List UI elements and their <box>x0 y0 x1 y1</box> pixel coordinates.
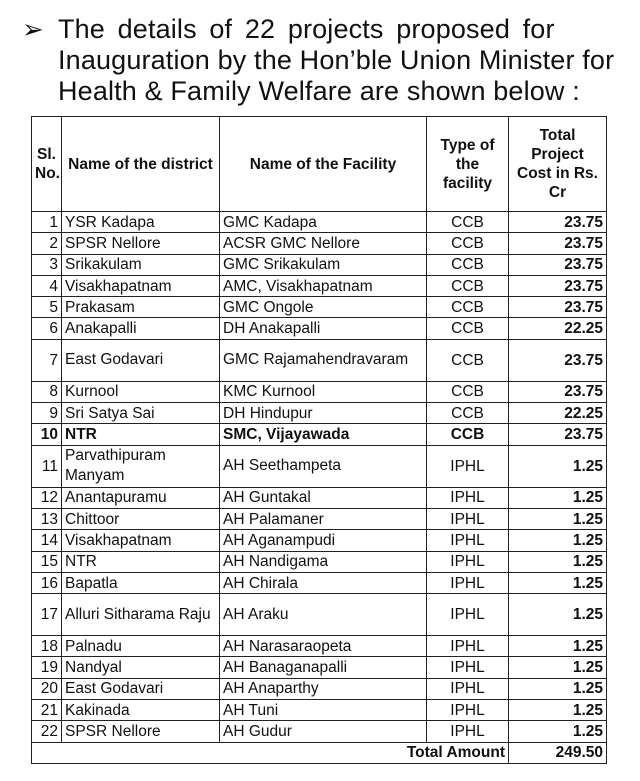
cell-facility: AH Narasaraopeta <box>220 636 427 657</box>
cell-type: CCB <box>427 297 509 318</box>
cell-sl-no: 5 <box>32 297 62 318</box>
cell-cost: 1.25 <box>509 721 607 742</box>
cell-sl-no: 7 <box>32 339 62 381</box>
heading-line-3: Health & Family Welfare are shown below : <box>58 76 580 106</box>
header-cost: Total Project Cost in Rs. Cr <box>509 117 607 212</box>
cell-sl-no: 10 <box>32 424 62 445</box>
cell-cost: 1.25 <box>509 445 607 487</box>
cell-sl-no: 17 <box>32 594 62 636</box>
cell-district: Nandyal <box>62 657 220 678</box>
cell-type: IPHL <box>427 678 509 699</box>
table-row <box>32 636 607 657</box>
cell-type: CCB <box>427 275 509 296</box>
cell-type: CCB <box>427 339 509 381</box>
cell-sl-no: 15 <box>32 551 62 572</box>
cell-cost: 23.75 <box>509 297 607 318</box>
header-facility: Name of the Facility <box>220 117 427 212</box>
cell-district: Anantapuramu <box>62 487 220 508</box>
cell-type: IPHL <box>427 700 509 721</box>
heading-line-1: The details of 22 projects proposed for <box>58 14 555 44</box>
cell-sl-no: 12 <box>32 487 62 508</box>
header-type: Type of the facility <box>427 117 509 212</box>
cell-sl-no: 20 <box>32 678 62 699</box>
cell-sl-no: 9 <box>32 403 62 424</box>
cell-district: Visakhapatnam <box>62 530 220 551</box>
cell-sl-no: 4 <box>32 275 62 296</box>
cell-facility: SMC, Vijayawada <box>220 424 427 445</box>
cell-facility: AH Nandigama <box>220 551 427 572</box>
cell-district: East Godavari <box>62 339 220 381</box>
cell-facility: AH Palamaner <box>220 508 427 529</box>
cell-cost: 23.75 <box>509 212 607 233</box>
cell-district: Sri Satya Sai <box>62 403 220 424</box>
header-district: Name of the district <box>62 117 220 212</box>
cell-type: CCB <box>427 381 509 402</box>
cell-cost: 1.25 <box>509 657 607 678</box>
cell-cost: 1.25 <box>509 678 607 699</box>
cell-facility: AH Chirala <box>220 572 427 593</box>
cell-district: NTR <box>62 551 220 572</box>
cell-sl-no: 18 <box>32 636 62 657</box>
cell-cost: 22.25 <box>509 403 607 424</box>
cell-facility: AMC, Visakhapatnam <box>220 275 427 296</box>
header-sl-no: Sl. No. <box>32 117 62 212</box>
cell-cost: 23.75 <box>509 424 607 445</box>
cell-sl-no: 3 <box>32 254 62 275</box>
table-header-row <box>32 117 607 212</box>
cell-district: Parvathipuram Manyam <box>62 445 220 487</box>
heading <box>22 14 622 107</box>
cell-sl-no: 22 <box>32 721 62 742</box>
cell-sl-no: 19 <box>32 657 62 678</box>
table-body <box>32 212 607 743</box>
cell-cost: 1.25 <box>509 530 607 551</box>
cell-facility: GMC Ongole <box>220 297 427 318</box>
cell-type: CCB <box>427 254 509 275</box>
total-value: 249.50 <box>509 742 607 763</box>
cell-sl-no: 13 <box>32 508 62 529</box>
cell-district: Anakapalli <box>62 318 220 339</box>
arrow-bullet-icon: ➢ <box>22 14 44 44</box>
table-row <box>32 275 607 296</box>
table-row <box>32 700 607 721</box>
cell-type: CCB <box>427 424 509 445</box>
cell-cost: 23.75 <box>509 275 607 296</box>
cell-cost: 1.25 <box>509 508 607 529</box>
cell-type: IPHL <box>427 657 509 678</box>
table-row <box>32 508 607 529</box>
cell-facility: AH Guntakal <box>220 487 427 508</box>
heading-line-2: Inauguration by the Hon’ble Union Minister for <box>58 45 615 75</box>
cell-type: IPHL <box>427 551 509 572</box>
cell-type: IPHL <box>427 530 509 551</box>
cell-district: NTR <box>62 424 220 445</box>
projects-table <box>31 116 607 764</box>
table-row <box>32 233 607 254</box>
cell-sl-no: 8 <box>32 381 62 402</box>
cell-type: IPHL <box>427 636 509 657</box>
table-row <box>32 657 607 678</box>
cell-facility: KMC Kurnool <box>220 381 427 402</box>
cell-cost: 23.75 <box>509 381 607 402</box>
cell-facility: AH Anaparthy <box>220 678 427 699</box>
cell-facility: GMC Srikakulam <box>220 254 427 275</box>
cell-district: Srikakulam <box>62 254 220 275</box>
cell-district: YSR Kadapa <box>62 212 220 233</box>
table-row <box>32 551 607 572</box>
cell-type: CCB <box>427 233 509 254</box>
total-row <box>32 742 607 763</box>
cell-type: IPHL <box>427 594 509 636</box>
cell-type: IPHL <box>427 721 509 742</box>
table-row <box>32 297 607 318</box>
table-row <box>32 678 607 699</box>
cell-sl-no: 6 <box>32 318 62 339</box>
table-row <box>32 381 607 402</box>
table-row <box>32 318 607 339</box>
table-row <box>32 212 607 233</box>
cell-district: East Godavari <box>62 678 220 699</box>
cell-district: Chittoor <box>62 508 220 529</box>
cell-type: CCB <box>427 318 509 339</box>
cell-sl-no: 16 <box>32 572 62 593</box>
table-row <box>32 487 607 508</box>
cell-facility: AH Araku <box>220 594 427 636</box>
table-row <box>32 721 607 742</box>
cell-cost: 22.25 <box>509 318 607 339</box>
cell-type: CCB <box>427 403 509 424</box>
cell-district: Prakasam <box>62 297 220 318</box>
cell-facility: DH Anakapalli <box>220 318 427 339</box>
cell-type: IPHL <box>427 487 509 508</box>
cell-cost: 1.25 <box>509 636 607 657</box>
cell-cost: 23.75 <box>509 339 607 381</box>
cell-cost: 1.25 <box>509 487 607 508</box>
table-row <box>32 594 607 636</box>
cell-sl-no: 21 <box>32 700 62 721</box>
cell-facility: DH Hindupur <box>220 403 427 424</box>
cell-cost: 23.75 <box>509 254 607 275</box>
cell-cost: 1.25 <box>509 551 607 572</box>
table-row <box>32 339 607 381</box>
table-row <box>32 403 607 424</box>
cell-facility: ACSR GMC Nellore <box>220 233 427 254</box>
cell-facility: AH Gudur <box>220 721 427 742</box>
heading-text <box>58 14 614 107</box>
cell-district: SPSR Nellore <box>62 721 220 742</box>
table-row <box>32 424 607 445</box>
cell-sl-no: 14 <box>32 530 62 551</box>
cell-district: Visakhapatnam <box>62 275 220 296</box>
cell-facility: AH Tuni <box>220 700 427 721</box>
cell-type: IPHL <box>427 508 509 529</box>
cell-facility: AH Aganampudi <box>220 530 427 551</box>
cell-sl-no: 1 <box>32 212 62 233</box>
table-row <box>32 445 607 487</box>
cell-district: Palnadu <box>62 636 220 657</box>
cell-type: IPHL <box>427 445 509 487</box>
cell-district: Kakinada <box>62 700 220 721</box>
cell-cost: 1.25 <box>509 572 607 593</box>
table-row <box>32 530 607 551</box>
cell-district: Alluri Sitharama Raju <box>62 594 220 636</box>
cell-cost: 23.75 <box>509 233 607 254</box>
table-row <box>32 254 607 275</box>
cell-facility: GMC Rajamahendravaram <box>220 339 427 381</box>
cell-type: CCB <box>427 212 509 233</box>
cell-facility: AH Seethampeta <box>220 445 427 487</box>
cell-cost: 1.25 <box>509 594 607 636</box>
cell-district: SPSR Nellore <box>62 233 220 254</box>
cell-sl-no: 11 <box>32 445 62 487</box>
cell-district: Bapatla <box>62 572 220 593</box>
cell-district: Kurnool <box>62 381 220 402</box>
cell-cost: 1.25 <box>509 700 607 721</box>
table-row <box>32 572 607 593</box>
total-label: Total Amount <box>32 742 509 763</box>
cell-facility: GMC Kadapa <box>220 212 427 233</box>
heading-row <box>22 14 622 107</box>
cell-type: IPHL <box>427 572 509 593</box>
cell-sl-no: 2 <box>32 233 62 254</box>
cell-facility: AH Banaganapalli <box>220 657 427 678</box>
